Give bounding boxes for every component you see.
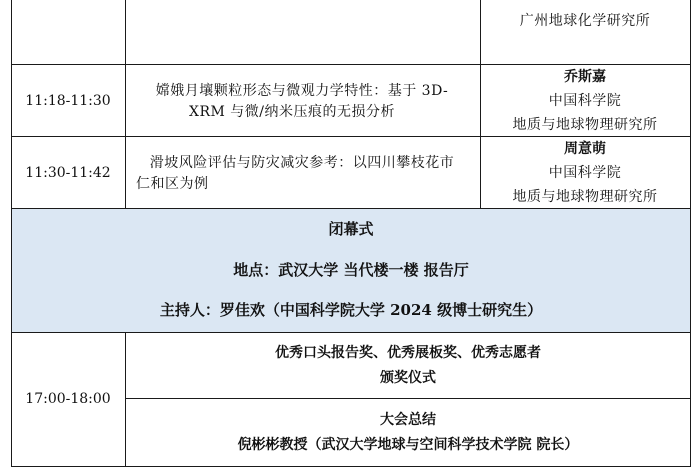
talk-title-line: 仁和区为例: [136, 176, 209, 192]
session-time: 17:00-18:00: [25, 391, 111, 407]
speaker-org: 中国科学院: [548, 93, 622, 109]
speaker-name: 乔斯嘉: [564, 69, 606, 85]
closing-title: 闭幕式: [328, 220, 374, 238]
closing-location: 地点：武汉大学 当代楼一楼 报告厅: [233, 261, 469, 279]
table-right-border: [690, 0, 691, 466]
speaker-org: 广州地球化学研究所: [519, 13, 651, 29]
speaker-name: 周意萌: [564, 141, 606, 157]
speaker-org: 地质与地球物理研究所: [512, 117, 658, 133]
table-bottom-border: [11, 466, 691, 467]
closing-host: 主持人：罗佳欢（中国科学院大学 2024 级博士研究生）: [159, 301, 543, 319]
talk-title-line: XRM 与微/纳米压痕的无损分析: [188, 104, 396, 120]
summary-title: 大会总结: [380, 412, 436, 428]
awards-line: 颁奖仪式: [380, 370, 436, 386]
row-divider: [11, 136, 691, 137]
speaker-org: 中国科学院: [548, 165, 622, 181]
speaker-org: 地质与地球物理研究所: [512, 189, 658, 205]
table-left-border: [11, 0, 12, 466]
session-time: 11:18-11:30: [25, 93, 111, 109]
column-divider: [125, 332, 126, 466]
row-divider: [125, 398, 691, 399]
talk-title-line: 嫦娥月壤颗粒形态与微观力学特性：基于 3D-: [155, 83, 449, 99]
summary-speaker: 倪彬彬教授（武汉大学地球与空间科学技术学院 院长）: [237, 437, 579, 453]
row-divider: [11, 64, 691, 65]
talk-title-line: 滑坡风险评估与防灾减灾参考：以四川攀枝花市: [149, 155, 455, 171]
row-divider: [11, 332, 691, 333]
awards-line: 优秀口头报告奖、优秀展板奖、优秀志愿者: [275, 345, 541, 361]
column-divider: [125, 0, 126, 208]
row-divider: [11, 208, 691, 209]
session-time: 11:30-11:42: [25, 165, 111, 181]
column-divider: [480, 0, 481, 208]
